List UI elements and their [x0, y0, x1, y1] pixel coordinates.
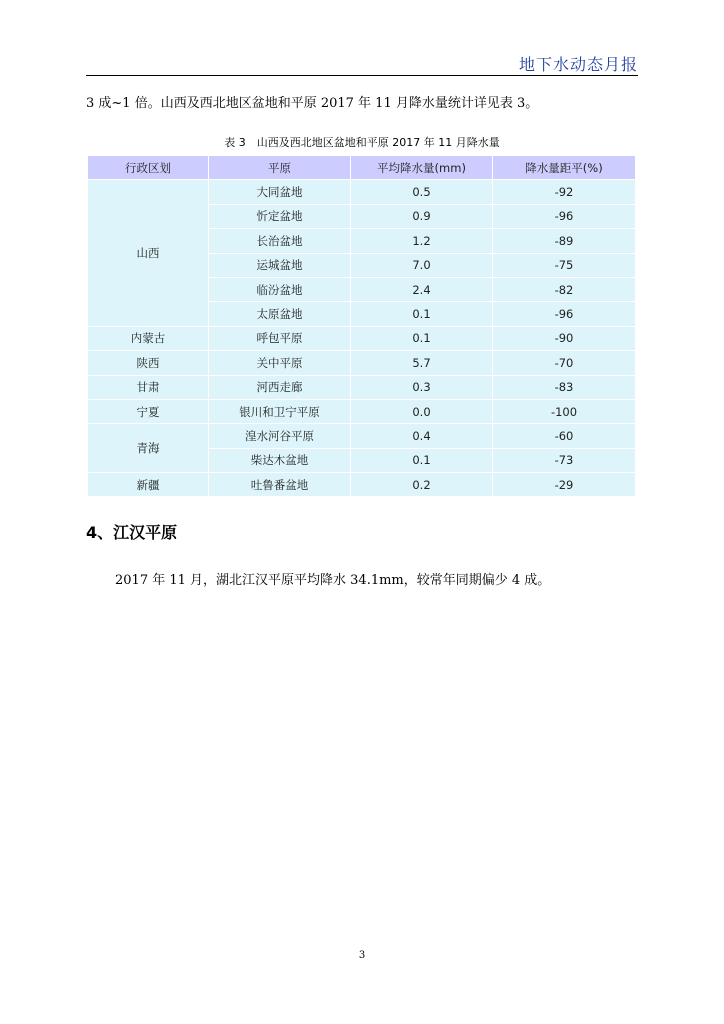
anomaly-cell: -92	[493, 180, 636, 204]
column-header-anomaly: 降水量距平(%)	[493, 156, 636, 180]
avg-precipitation-cell: 0.9	[351, 204, 493, 228]
avg-precipitation-cell: 5.7	[351, 351, 493, 375]
avg-precipitation-cell: 0.0	[351, 399, 493, 423]
anomaly-cell: -96	[493, 302, 636, 326]
region-cell: 宁夏	[88, 399, 209, 423]
table-caption: 表 3 山西及西北地区盆地和平原 2017 年 11 月降水量	[224, 136, 500, 149]
page-number: 3	[358, 950, 366, 961]
avg-precipitation-cell: 0.4	[351, 424, 493, 448]
avg-precipitation-cell: 0.1	[351, 326, 493, 350]
anomaly-cell: -73	[493, 448, 636, 472]
header-divider	[86, 75, 638, 76]
plain-cell: 银川和卫宁平原	[209, 399, 351, 423]
avg-precipitation-cell: 0.1	[351, 302, 493, 326]
column-header-region: 行政区划	[88, 156, 209, 180]
table-row	[88, 180, 636, 204]
region-cell: 青海	[88, 424, 209, 473]
table-row	[88, 375, 636, 399]
table-header-row	[88, 156, 636, 180]
plain-cell: 吐鲁番盆地	[209, 473, 351, 497]
avg-precipitation-cell: 0.3	[351, 375, 493, 399]
table-row	[88, 326, 636, 350]
section-heading: 4、江汉平原	[86, 523, 178, 542]
plain-cell: 太原盆地	[209, 302, 351, 326]
avg-precipitation-cell: 0.2	[351, 473, 493, 497]
region-cell: 山西	[88, 180, 209, 326]
plain-cell: 长治盆地	[209, 229, 351, 253]
avg-precipitation-cell: 2.4	[351, 277, 493, 301]
anomaly-cell: -82	[493, 277, 636, 301]
region-cell: 甘肃	[88, 375, 209, 399]
region-cell: 新疆	[88, 473, 209, 497]
plain-cell: 呼包平原	[209, 326, 351, 350]
avg-precipitation-cell: 0.1	[351, 448, 493, 472]
column-header-avg-precipitation: 平均降水量(mm)	[351, 156, 493, 180]
anomaly-cell: -29	[493, 473, 636, 497]
precipitation-table	[87, 155, 636, 497]
plain-cell: 大同盆地	[209, 180, 351, 204]
anomaly-cell: -75	[493, 253, 636, 277]
plain-cell: 关中平原	[209, 351, 351, 375]
table-row	[88, 473, 636, 497]
anomaly-cell: -100	[493, 399, 636, 423]
plain-cell: 临汾盆地	[209, 277, 351, 301]
column-header-plain: 平原	[209, 156, 351, 180]
report-title: 地下水动态月报	[518, 55, 638, 74]
table-body	[88, 180, 636, 497]
anomaly-cell: -96	[493, 204, 636, 228]
plain-cell: 运城盆地	[209, 253, 351, 277]
anomaly-cell: -83	[493, 375, 636, 399]
anomaly-cell: -90	[493, 326, 636, 350]
avg-precipitation-cell: 7.0	[351, 253, 493, 277]
plain-cell: 河西走廊	[209, 375, 351, 399]
avg-precipitation-cell: 0.5	[351, 180, 493, 204]
anomaly-cell: -70	[493, 351, 636, 375]
plain-cell: 湟水河谷平原	[209, 424, 351, 448]
region-cell: 内蒙古	[88, 326, 209, 350]
table-row	[88, 351, 636, 375]
section-paragraph: 2017 年 11 月，湖北江汉平原平均降水 34.1mm，较常年同期偏少 4 成。	[115, 573, 551, 588]
avg-precipitation-cell: 1.2	[351, 229, 493, 253]
table-row	[88, 399, 636, 423]
anomaly-cell: -89	[493, 229, 636, 253]
plain-cell: 忻定盆地	[209, 204, 351, 228]
anomaly-cell: -60	[493, 424, 636, 448]
plain-cell: 柴达木盆地	[209, 448, 351, 472]
table-row	[88, 424, 636, 448]
region-cell: 陕西	[88, 351, 209, 375]
intro-paragraph: 3 成~1 倍。山西及西北地区盆地和平原 2017 年 11 月降水量统计详见表 3。	[86, 96, 539, 111]
